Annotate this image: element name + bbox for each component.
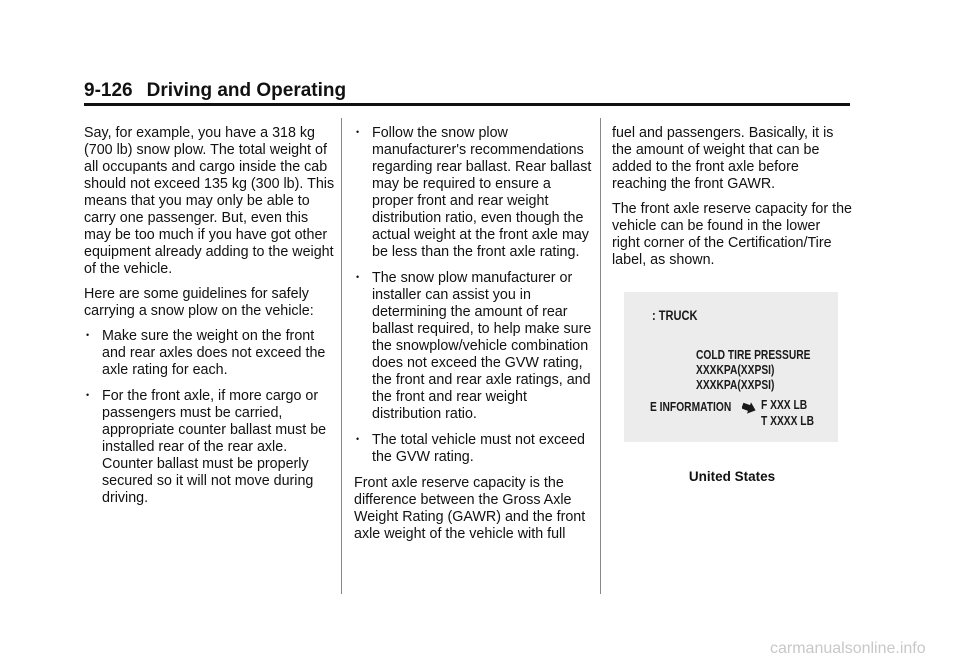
label-rear-weight-text: T XXXX LB [761, 414, 814, 428]
bullet-icon: • [86, 330, 90, 340]
list-item: • Make sure the weight on the front and rear axles does not exceed the axle rating for each. [86, 328, 326, 378]
list-item: • The total vehicle must not exceed the GVW rating. [356, 432, 585, 465]
header-text [84, 80, 850, 102]
text-column-3 [612, 125, 852, 277]
text-column-1 [84, 125, 336, 516]
paragraph: Say, for example, you have a 318 kg (700 lb) snow plow. The total weight of all occupants and cargo inside the cab should not exceed 135 kg (300 lb). This means that you may only be able to carry one passenger. But, even this may be too much if you have got other equipment already adding to the weight of the vehicle. [84, 125, 335, 277]
page-number: 9-126 [84, 80, 133, 101]
label-info-text: E INFORMATION [650, 400, 732, 414]
column-divider-left [341, 118, 342, 594]
arrow-pointer-icon [742, 402, 756, 414]
label-pressure-text: XXXKPA(XXPSI) [696, 378, 775, 392]
text-column-2 [354, 125, 594, 551]
bullet-icon: • [356, 272, 360, 282]
paragraph: Front axle reserve capacity is the difference between the Gross Axle Weight Rating (GAWR) and the front axle weight of the vehicle with full [354, 475, 586, 542]
watermark: carmanualsonline.info [770, 640, 926, 657]
section-title: Driving and Operating [146, 80, 347, 101]
page-header [84, 80, 850, 106]
list-item: • The snow plow manufacturer or installer can assist you in determining the amount of rear ballast required, to help make sure the snowplow/vehicle combination does not exceed the GVW rating, the front and rear axle ratings, and the front and rear weight distribution ratio. [356, 270, 592, 422]
guideline-list [354, 125, 594, 466]
bullet-icon: • [356, 127, 360, 137]
bullet-icon: • [356, 434, 360, 444]
figure-caption: United States [688, 469, 776, 484]
label-front-weight-text: F XXX LB [761, 398, 808, 412]
bullet-icon: • [86, 390, 90, 400]
tire-label-image [624, 292, 838, 442]
list-item: • For the front axle, if more cargo or passengers must be carried, appropriate counter ballast must be installed rear of the rear axle. Counter ballast must be properly secured so it will not move during driving. [86, 388, 327, 506]
column-divider-right [600, 118, 601, 594]
paragraph: The front axle reserve capacity for the vehicle can be found in the lower right corner of the Certification/Tire label, as shown. [612, 201, 852, 268]
list-item: • Follow the snow plow manufacturer's recommendations regarding rear ballast. Rear ballast may be required to ensure a proper front and rear weight distribution ratio, even though the actual weight at the front axle may be less than the front axle rating. [356, 125, 592, 260]
paragraph: Here are some guidelines for safely carrying a snow plow on the vehicle: [84, 286, 314, 319]
guideline-list [84, 328, 336, 507]
paragraph: fuel and passengers. Basically, it is the amount of weight that can be added to the front axle before reaching the front GAWR. [612, 125, 834, 192]
label-truck-text: : TRUCK [652, 308, 698, 323]
label-cold-tire-text: COLD TIRE PRESSURE [696, 348, 811, 362]
label-pressure-text: XXXKPA(XXPSI) [696, 363, 775, 377]
